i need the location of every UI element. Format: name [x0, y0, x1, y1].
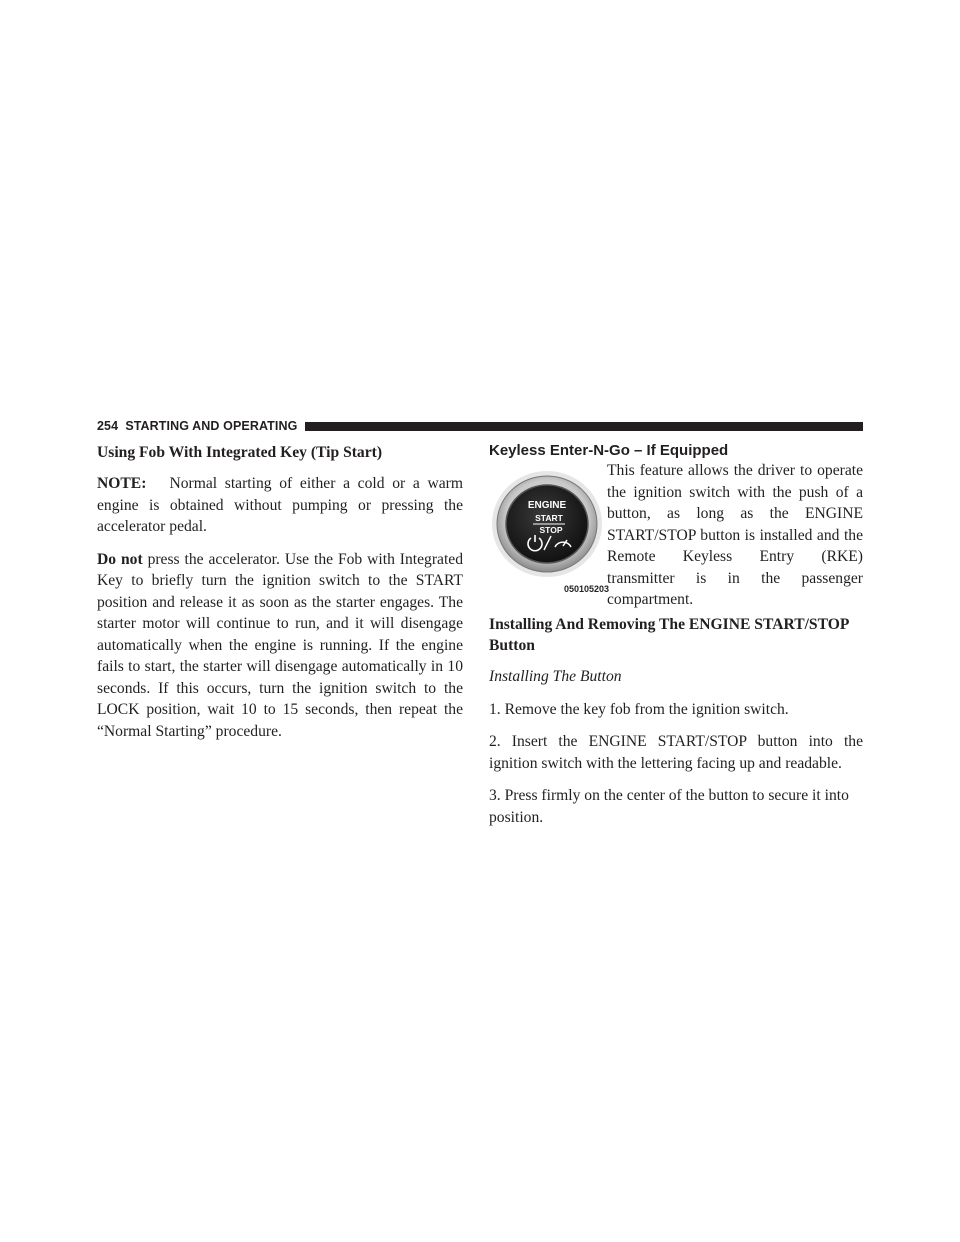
note-paragraph — [97, 473, 463, 538]
step-1: 1. Remove the key fob from the ignition switch. — [489, 700, 789, 718]
section-title: STARTING AND OPERATING — [125, 419, 298, 433]
installing-removing-heading: Installing And Removing The ENGINE START/STOP Button — [489, 616, 849, 654]
instructions-paragraph — [97, 549, 463, 743]
figure-label-start: START — [535, 513, 563, 523]
keyless-intro-paragraph: This feature allows the driver to operate the ignition switch with the push of a button, as long as the ENGINE START/STOP button is installed and the Remote Keyless Entry (RKE) transmitter is in the passenger compartment. — [607, 462, 863, 608]
header-label — [97, 419, 305, 433]
note-label: NOTE: — [97, 475, 147, 492]
figure-code: 050105203 — [563, 584, 609, 594]
right-column — [489, 442, 863, 839]
engine-start-stop-button-figure — [489, 466, 609, 582]
instructions-text: press the accelerator. Use the Fob with Integrated Key to briefly turn the ignition switch to the START position and release it as soon as the starter engages. The starter motor will continue to run, and it will disengage automatically when the engine is running. If the engine fails to start, the starter will disengage automatically in 10 seconds. If this occurs, turn the ignition switch to the LOCK position, wait 10 to 15 seconds, then repeat the “Normal Starting” procedure. — [97, 550, 463, 740]
figure-label-engine: ENGINE — [527, 500, 567, 511]
installing-button-heading: Installing The Button — [489, 668, 622, 685]
note-text: Normal starting of either a cold or a warm engine is obtained without pumping or pressing the accelerator pedal. — [97, 475, 463, 535]
step-3: 3. Press firmly on the center of the button to secure it into position. — [489, 787, 849, 826]
header-rule — [305, 422, 863, 431]
page-number: 254 — [97, 419, 119, 433]
keyless-heading: Keyless Enter-N-Go – If Equipped — [489, 442, 729, 459]
tip-start-heading: Using Fob With Integrated Key (Tip Start) — [97, 444, 383, 461]
figure-label-stop: STOP — [539, 525, 563, 535]
step-2: 2. Insert the ENGINE START/STOP button into the ignition switch with the lettering facing up and readable. — [489, 733, 863, 772]
page-header — [97, 418, 863, 434]
do-not-label: Do not — [97, 550, 143, 568]
figure-row — [489, 462, 863, 610]
left-column — [97, 442, 463, 753]
